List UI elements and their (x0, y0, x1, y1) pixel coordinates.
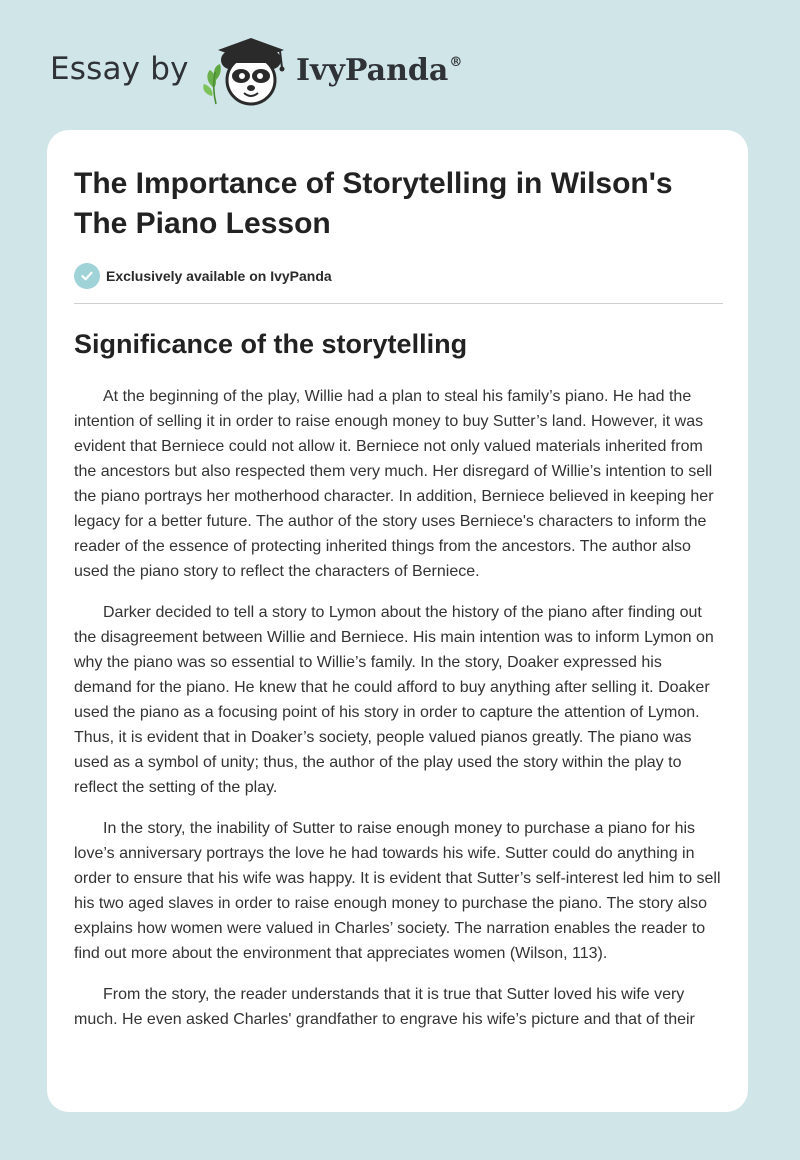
badge-text: Exclusively available on IvyPanda (106, 268, 332, 284)
essay-card (47, 130, 748, 1112)
brand-label: IvyPanda (296, 53, 449, 88)
paragraph: Darker decided to tell a story to Lymon about the history of the piano after finding out the disagreement between Willie and Berniece. His main intention was to inform Lymon on why the piano was so essential to Willie’s family. In the story, Doaker expressed his demand for the piano. He knew that he could afford to buy anything after selling it. Doaker used the piano as a focusing point of his story in order to capture the attention of Lymon. Thus, it is evident that in Doaker’s society, people valued pianos greatly. The piano was used as a symbol of unity; thus, the author of the play used the story within the play to reflect the setting of the play. (74, 604, 714, 796)
check-circle-icon (74, 263, 100, 289)
page-title: The Importance of Storytelling in Wilson's The Piano Lesson (74, 167, 673, 240)
paragraph: From the story, the reader understands that it is true that Sutter loved his wife very much. He even asked Charles' grandfather to engrave his wife’s picture and that of their (74, 986, 695, 1028)
essay-by-label: Essay by (50, 51, 189, 87)
section-title: Significance of the storytelling (74, 329, 468, 359)
exclusive-badge (74, 263, 332, 289)
registered-mark: ® (449, 55, 463, 70)
essay-body (74, 384, 722, 1048)
paragraph: In the story, the inability of Sutter to raise enough money to purchase a piano for his love’s anniversary portrays the love he had towards his wife. Sutter could do anything in order to ensure that his wife was happy. It is evident that Sutter’s self-interest led him to sell his two aged slaves in order to raise enough money to purchase the piano. The story also explains how women were valued in Charles’ society. The narration enables the reader to find out more about the environment that appreciates women (Wilson, 113). (74, 820, 721, 962)
site-header (0, 0, 800, 130)
divider (74, 303, 723, 304)
panda-logo-icon[interactable] (200, 36, 292, 108)
paragraph: At the beginning of the play, Willie had a plan to steal his family’s piano. He had the intention of selling it in order to raise enough money to buy Sutter’s land. However, it was evident that Berniece could not allow it. Berniece not only valued materials inherited from the ancestors but also respected them very much. Her disregard of Willie’s intention to sell the piano portrays her motherhood character. In addition, Berniece believed in keeping her legacy for a better future. The author of the story uses Berniece's characters to inform the reader of the essence of protecting inherited things from the ancestors. The author also used the piano story to reflect the characters of Berniece. (74, 388, 714, 580)
brand-name[interactable] (296, 53, 462, 88)
